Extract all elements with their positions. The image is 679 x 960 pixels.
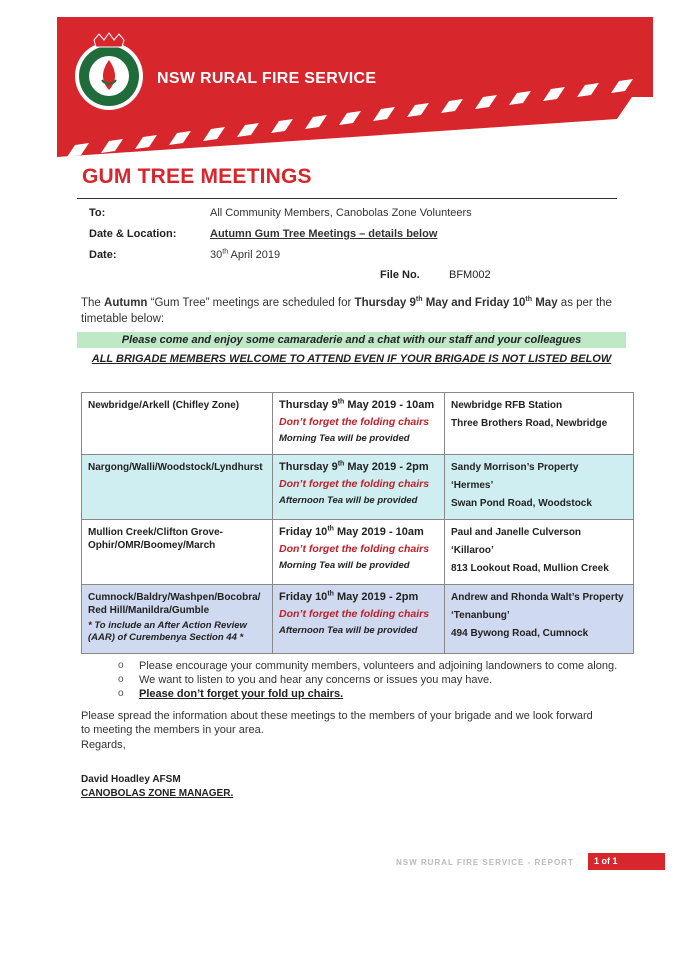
date-label: Date: xyxy=(89,249,117,261)
file-number-label: File No. xyxy=(380,269,420,281)
rfs-emblem-icon xyxy=(72,30,146,112)
date-location-value: Autumn Gum Tree Meetings – details below xyxy=(210,228,438,240)
time-cell: Friday 10th May 2019 - 10am Don’t forget the folding chairs Morning Tea will be provided xyxy=(273,520,445,585)
brigades-cell: Newbridge/Arkell (Chifley Zone) xyxy=(82,393,273,455)
signatory-role: CANOBOLAS ZONE MANAGER. xyxy=(81,788,234,799)
welcome-notice: ALL BRIGADE MEMBERS WELCOME TO ATTEND EVEN IF YOUR BRIGADE IS NOT LISTED BELOW xyxy=(91,353,612,365)
list-item: o Please don’t forget your fold up chairs. xyxy=(118,687,617,701)
date-value: 30th April 2019 xyxy=(210,248,281,261)
date-location-label: Date & Location: xyxy=(89,228,177,240)
bullet-list xyxy=(118,659,617,701)
brigades-cell: Mullion Creek/Clifton Grove-Ophir/OMR/Boomey/March xyxy=(82,520,273,585)
page-number-badge: 1 of 1 xyxy=(588,853,665,870)
page-title: GUM TREE MEETINGS xyxy=(82,165,312,188)
brigades-cell: Cumnock/Baldry/Washpen/Bocobra/ Red Hill/Manildra/Gumble * To include an After Action Review (AAR) of Curembenya Section 44 * xyxy=(82,585,273,654)
file-number-value: BFM002 xyxy=(449,269,491,281)
table-row xyxy=(82,520,634,585)
closing-paragraph: Please spread the information about these meetings to the members of your brigade and we look forward to meeting the members in your area. xyxy=(81,710,593,736)
table-row xyxy=(82,393,634,455)
list-item: o Please encourage your community members, volunteers and adjoining landowners to come along. xyxy=(118,659,617,673)
signatory-name: David Hoadley AFSM xyxy=(81,774,181,785)
location-cell: Sandy Morrison’s Property ‘Hermes’ Swan Pond Road, Woodstock xyxy=(445,455,634,520)
regards: Regards, xyxy=(81,739,126,751)
to-value: All Community Members, Canobolas Zone Volunteers xyxy=(210,207,472,219)
location-cell: Paul and Janelle Culverson ‘Killaroo’ 813 Lookout Road, Mullion Creek xyxy=(445,520,634,585)
schedule-table xyxy=(81,392,634,654)
location-cell: Newbridge RFB Station Three Brothers Road, Newbridge xyxy=(445,393,634,455)
intro-paragraph: The Autumn “Gum Tree” meetings are scheduled for Thursday 9th May and Friday 10th May as per the timetable below: xyxy=(81,296,612,325)
time-cell: Thursday 9th May 2019 - 2pm Don’t forget the folding chairs Afternoon Tea will be provided xyxy=(273,455,445,520)
brigades-cell: Nargong/Walli/Woodstock/Lyndhurst xyxy=(82,455,273,520)
header-banner xyxy=(57,17,653,159)
brand-name: NSW RURAL FIRE SERVICE xyxy=(157,70,377,87)
footer-report-label: NSW RURAL FIRE SERVICE - REPORT xyxy=(396,858,574,867)
to-label: To: xyxy=(89,207,106,219)
time-cell: Thursday 9th May 2019 - 10am Don’t forget the folding chairs Morning Tea will be provided xyxy=(273,393,445,455)
highlight-banner: Please come and enjoy some camaraderie and a chat with our staff and your colleagues xyxy=(77,332,626,348)
table-row xyxy=(82,585,634,654)
table-row xyxy=(82,455,634,520)
list-item: o We want to listen to you and hear any concerns or issues you may have. xyxy=(118,673,617,687)
aar-note: * To include an After Action Review (AAR) of Curembenya Section 44 * xyxy=(88,620,247,643)
time-cell: Friday 10th May 2019 - 2pm Don’t forget the folding chairs Afternoon Tea will be provided xyxy=(273,585,445,654)
location-cell: Andrew and Rhonda Walt’s Property ‘Tenanbung’ 494 Bywong Road, Cumnock xyxy=(445,585,634,654)
memo-header xyxy=(77,198,617,292)
